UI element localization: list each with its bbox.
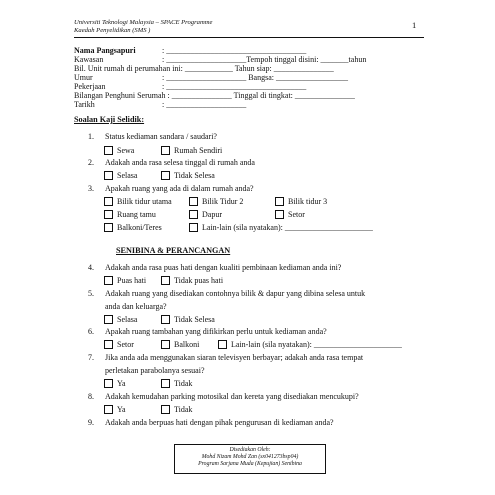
question-number: 8.	[88, 392, 94, 401]
header-course: Kaedah Penyelidikan (SMS )	[74, 26, 151, 34]
field-label-date: Tarikh	[74, 100, 95, 109]
checkbox-ya[interactable]	[104, 405, 113, 414]
field-blank-area[interactable]: : ____________________Tempoh tinggal disini: _______tahun	[162, 55, 367, 64]
field-units[interactable]: Bil. Unit rumah di perumahan ini: ____________ Tahun siap: _______________	[74, 64, 334, 73]
checkbox-tidak[interactable]	[161, 405, 170, 414]
option-label: Lain-lain (sila nyatakan): ______________________	[202, 223, 373, 232]
field-blank-age[interactable]: : ____________________ Bangsa: __________________	[162, 73, 348, 82]
option-label: Balkoni	[174, 340, 200, 349]
checkbox-sewa[interactable]	[104, 146, 113, 155]
option-label: Selasa	[117, 315, 138, 324]
option-label: Tidak	[174, 405, 193, 414]
footer-prepared-by: Disediakan Oleh:	[229, 446, 271, 453]
page-number: 1	[412, 20, 417, 30]
option-label: Bilik Tidur 2	[202, 197, 244, 206]
section-title-survey: Soalan Kaji Selidik:	[74, 115, 145, 124]
field-label-name: Nama Pangsapuri	[74, 46, 136, 55]
question-number: 1.	[88, 132, 94, 141]
question-text: Apakah ruang tambahan yang difikirkan perlu untuk kediaman anda?	[105, 327, 327, 336]
option-label: Ya	[117, 379, 126, 388]
checkbox-lain-lain[interactable]	[218, 340, 227, 349]
checkbox-puas-hati[interactable]	[104, 276, 113, 285]
field-label-area: Kawasan	[74, 55, 104, 64]
footer-author: Mohd Nizam Mohd Zan (sx041273bsp04)	[201, 453, 299, 460]
question-number: 2.	[88, 158, 94, 167]
checkbox-tidak[interactable]	[161, 379, 170, 388]
checkbox-lain-lain[interactable]	[189, 223, 198, 232]
checkbox-dapur[interactable]	[189, 210, 198, 219]
option-label: Selasa	[117, 171, 138, 180]
question-number: 6.	[88, 327, 94, 336]
option-label: Bilik tidur utama	[117, 197, 172, 206]
question-number: 9.	[88, 418, 94, 427]
question-text: Jika anda ada menggunakan siaran televisyen berbayar; adakah anda rasa tempat	[105, 353, 364, 362]
field-label-age: Umur	[74, 73, 93, 82]
checkbox-ruang-tamu[interactable]	[104, 210, 113, 219]
question-text: Adakah anda rasa puas hati dengan kualiti pembinaan kediaman anda ini?	[105, 263, 342, 272]
option-label: Sewa	[117, 146, 135, 155]
field-label-job: Pekerjaan	[74, 82, 106, 91]
field-occupants[interactable]: Bilangan Penghuni Serumah : _______________ Tinggal di tingkat: _______________	[74, 91, 355, 100]
question-text: Adakah anda berpuas hati dengan pihak pengurusan di kediaman anda?	[105, 418, 334, 427]
option-label: Ruang tamu	[117, 210, 156, 219]
question-text: Adakah ruang yang disediakan contohnya bilik & dapur yang dibina selesa untuk	[105, 289, 366, 298]
checkbox-tidak-selesa[interactable]	[161, 315, 170, 324]
checkbox-tidak-puas-hati[interactable]	[161, 276, 170, 285]
question-number: 3.	[88, 184, 94, 193]
option-label: Puas hati	[117, 276, 147, 285]
section-title-architecture: SENIBINA & PERANCANGAN	[116, 246, 231, 255]
checkbox-balkoni-teres[interactable]	[104, 223, 113, 232]
question-text: Apakah ruang yang ada di dalam rumah anda?	[105, 184, 254, 193]
checkbox-bilik-tidur-utama[interactable]	[104, 197, 113, 206]
checkbox-selasa[interactable]	[104, 171, 113, 180]
option-label: Rumah Sendiri	[174, 146, 223, 155]
option-label: Balkoni/Teres	[117, 223, 162, 232]
field-blank-name[interactable]: : ___________________________________	[162, 46, 307, 55]
checkbox-tidak-selesa[interactable]	[161, 171, 170, 180]
checkbox-bilik-tidur-3[interactable]	[275, 197, 284, 206]
question-text: Status kediaman sandara / saudari?	[105, 132, 217, 141]
prepared-by-box	[174, 444, 326, 474]
option-label: Setor	[288, 210, 305, 219]
question-text: Adakah anda rasa selesa tinggal di rumah anda	[105, 158, 255, 167]
option-label: Tidak Selesa	[174, 171, 215, 180]
checkbox-setor[interactable]	[104, 340, 113, 349]
footer-program: Program Sarjana Muda (Kepujian) Senibina	[198, 460, 302, 467]
option-label: Tidak Selesa	[174, 315, 215, 324]
document-header	[74, 19, 212, 34]
option-label: Lain-lain (sila nyatakan): ______________________	[231, 340, 402, 349]
question-number: 5.	[88, 289, 94, 298]
checkbox-bilik-tidur-2[interactable]	[189, 197, 198, 206]
header-divider	[74, 37, 424, 38]
option-label: Bilik tidur 3	[288, 197, 328, 206]
header-university: Universiti Teknologi Malaysia – SPACE Programme	[74, 19, 213, 26]
question-text: Adakah kemudahan parking motosikal dan kereta yang disediakan mencukupi?	[105, 392, 359, 401]
question-text: anda dan keluarga?	[105, 302, 167, 311]
question-number: 7.	[88, 353, 94, 362]
field-blank-job[interactable]: : ___________________________________	[162, 82, 307, 91]
field-blank-date[interactable]: : ____________________	[162, 100, 247, 109]
question-text: perletakan parabolanya sesuai?	[105, 366, 205, 375]
checkbox-rumah-sendiri[interactable]	[161, 146, 170, 155]
checkbox-setor[interactable]	[275, 210, 284, 219]
option-label: Ya	[117, 405, 126, 414]
checkbox-selasa[interactable]	[104, 315, 113, 324]
option-label: Tidak	[174, 379, 193, 388]
option-label: Setor	[117, 340, 134, 349]
option-label: Tidak puas hati	[174, 276, 224, 285]
checkbox-ya[interactable]	[104, 379, 113, 388]
checkbox-balkoni[interactable]	[161, 340, 170, 349]
question-number: 4.	[88, 263, 94, 272]
option-label: Dapur	[202, 210, 222, 219]
